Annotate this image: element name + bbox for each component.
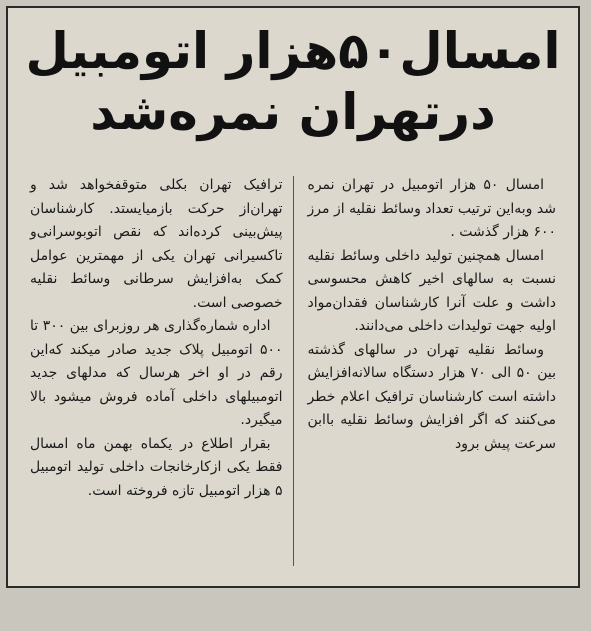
paragraph: امسال همچنین تولید داخلی وسائط نقلیه نسبت به سالهای اخیر کاهش محسوسی داشت و علت آنرا کارشناسان فقدان‌مواد اولیه جهت تولیدات داخلی می‌دانند.	[307, 247, 556, 334]
headline	[8, 8, 578, 140]
paragraph: ترافیک تهران بکلی متوقفخواهد شد و تهران‌از حرکت بازمیایستد. کارشناسان پیش‌بینی کرده‌اند که نقص اتوبوسرانی‌و تاکسیرانی تهران یکی از مهمترین عوامل کمک به‌افزایش سرطانی وسائط نقلیه خصوصی است.	[30, 177, 283, 311]
article-column-right	[294, 170, 571, 578]
paragraph: بقرار اطلاع در یکماه بهمن ماه امسال فقط یکی ازکارخانجات داخلی تولید اتومبیل ۵ هزار اتومبیل تازه فروخته است.	[30, 435, 283, 499]
article-column-left	[16, 170, 293, 578]
paragraph: وسائط نقلیه تهران در سالهای گذشته بین ۵۰ الی ۷۰ هزار دستگاه سالانه‌افزایش داشته است کارشناسان ترافیک اعلام خطر می‌کنند که اگر افزایش وسائط نقلیه باابن سرعت پیش برود	[307, 341, 556, 452]
paragraph: اداره شماره‌گذاری هر روزبرای بین ۳۰۰ تا ۵۰۰ اتومبیل پلاک جدید صادر میکند که‌این رقم در او اخر هرسال که مدلهای جدید اتومبیلهای داخلی آماده فروش میشود بالا میگیرد.	[30, 318, 283, 428]
article-body	[8, 170, 578, 578]
headline-line-2: درتهران نمره‌شد	[90, 83, 496, 141]
paragraph: امسال ۵۰ هزار اتومبیل در تهران نمره شد وبه‌این ترتیب تعداد وسائط نقلیه از مرز ۶۰۰ هزار گذشت .	[307, 177, 556, 240]
column-divider	[293, 176, 294, 566]
headline-line-1: امسال۵۰هزار اتومبیل	[25, 22, 561, 80]
newspaper-clipping	[6, 6, 580, 588]
